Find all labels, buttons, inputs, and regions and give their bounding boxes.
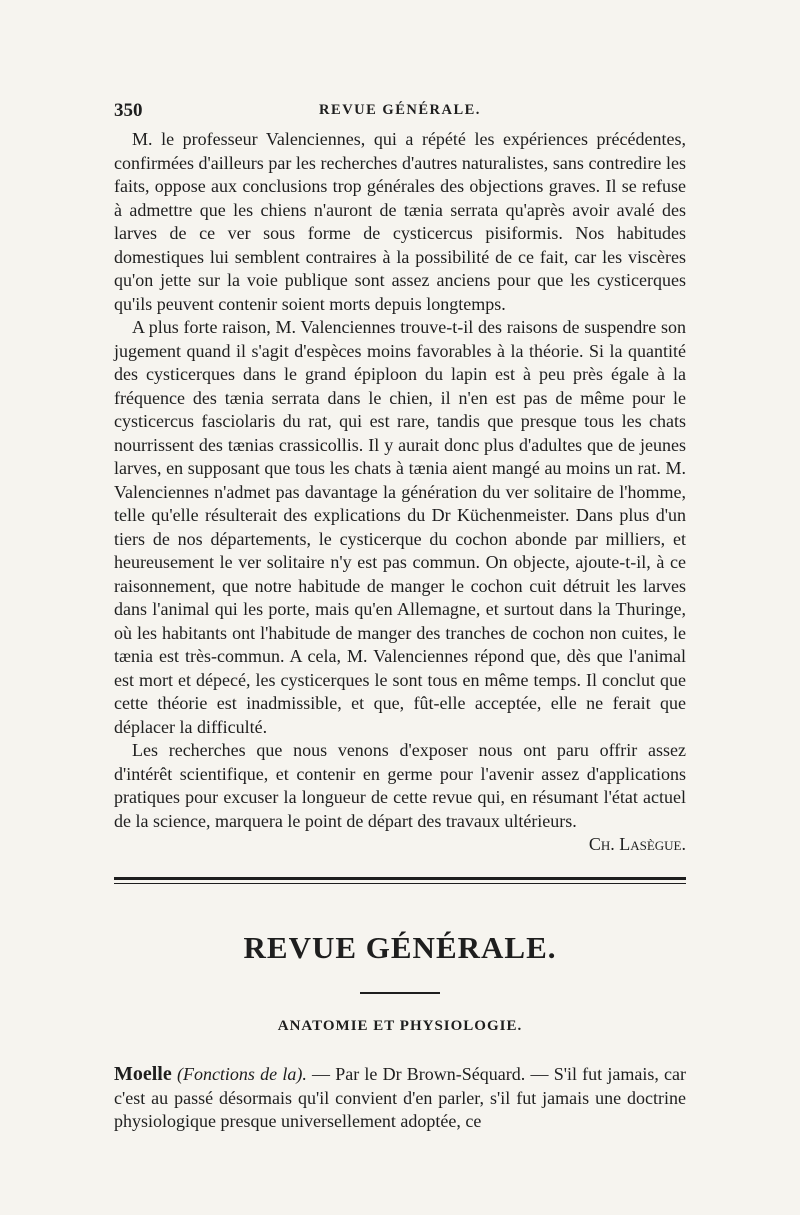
- paragraph: M. le professeur Valenciennes, qui a répété les expériences précédentes, confirmées d'ailleurs par les recherches d'autres naturalistes, sans contredire les faits, oppose aux conclusions trop générales des objections graves. Il se refuse à admettre que les chiens n'auront de tænia serrata qu'après avoir avalé des larves de ce ver sous forme de cysticercus pisiformis. Nos habitudes domestiques lui semblent contraires à la possibilité de ce fait, car les viscères qu'on jette sur la voie publique sont assez anciens pour que les cysticerques qu'ils peuvent contenir soient morts depuis longtemps.: [114, 129, 686, 314]
- article-lead-paren: (Fonctions de la).: [176, 1064, 307, 1084]
- author-signature: Ch. Lasègue.: [588, 834, 686, 854]
- section-title: REVUE GÉNÉRALE.: [243, 930, 557, 965]
- article-byline: — Par le Dr Brown-Séquard. —: [312, 1064, 549, 1084]
- section-divider-thin: [114, 883, 686, 884]
- running-head-title: REVUE GÉNÉRALE.: [319, 102, 481, 118]
- signature-line: [114, 833, 686, 857]
- article-body: S'il fut jamais, car c'est au passé désormais qu'il convient d'en parler, s'il fut jamais une doctrine physiologique presque universellement adoptée, ce: [114, 1064, 686, 1131]
- page-number: 350: [114, 100, 143, 121]
- article-lead-word: Moelle: [114, 1063, 172, 1085]
- body-text: [114, 128, 686, 857]
- paragraph: A plus forte raison, M. Valenciennes trouve-t-il des raisons de suspendre son jugement quand il s'agit d'espèces moins favorables à la théorie. Si la quantité des cysticerques dans le grand épiploon du lapin est à peu près égale à la fréquence des tænia serrata dans le chien, il n'en est pas de même pour le cysticercus fasciolaris du rat, qui est rare, tandis que presque tous les chats nourrissent des tænias crassicollis. Il y aurait donc plus d'adultes que de jeunes larves, en supposant que tous les chats à tænia aient mangé au moins un rat. M. Valenciennes n'admet pas davantage la génération du ver solitaire de l'homme, telle qu'elle résulterait des explications du Dr Küchenmeister. Dans plus d'un tiers de nos départements, le cysticerque du cochon abonde par milliers, et heureusement le ver solitaire n'y est pas commun. On objecte, ajoute-t-il, à ce raisonnement, que notre habitude de manger le cochon cuit détruit les larves dans l'animal qui les porte, mais qu'en Allemagne, et surtout dans la Thuringe, où les habitants ont l'habitude de manger des tranches de cochon non cuites, le tænia est très-commun. A cela, M. Valenciennes répond que, dès que l'animal est mort et dépecé, les cysticerques le sont tous en même temps. Il conclut que cette théorie est inadmissible, et que, fût-elle acceptée, elle ne ferait que déplacer la difficulté.: [114, 317, 686, 737]
- paragraph: Les recherches que nous venons d'exposer nous ont paru offrir assez d'intérêt scientifique, et contenir en germe pour l'avenir assez d'applications pratiques pour excuser la longueur de cette revue qui, en résumant l'état actuel de la science, marquera le point de départ des travaux ultérieurs.: [114, 740, 686, 831]
- ornament-rule: [360, 992, 440, 994]
- article: [114, 1063, 686, 1134]
- running-head: [114, 100, 686, 124]
- article-paragraph: [114, 1063, 686, 1134]
- section-divider-thick: [114, 877, 686, 880]
- subsection-title: ANATOMIE ET PHYSIOLOGIE.: [277, 1018, 523, 1034]
